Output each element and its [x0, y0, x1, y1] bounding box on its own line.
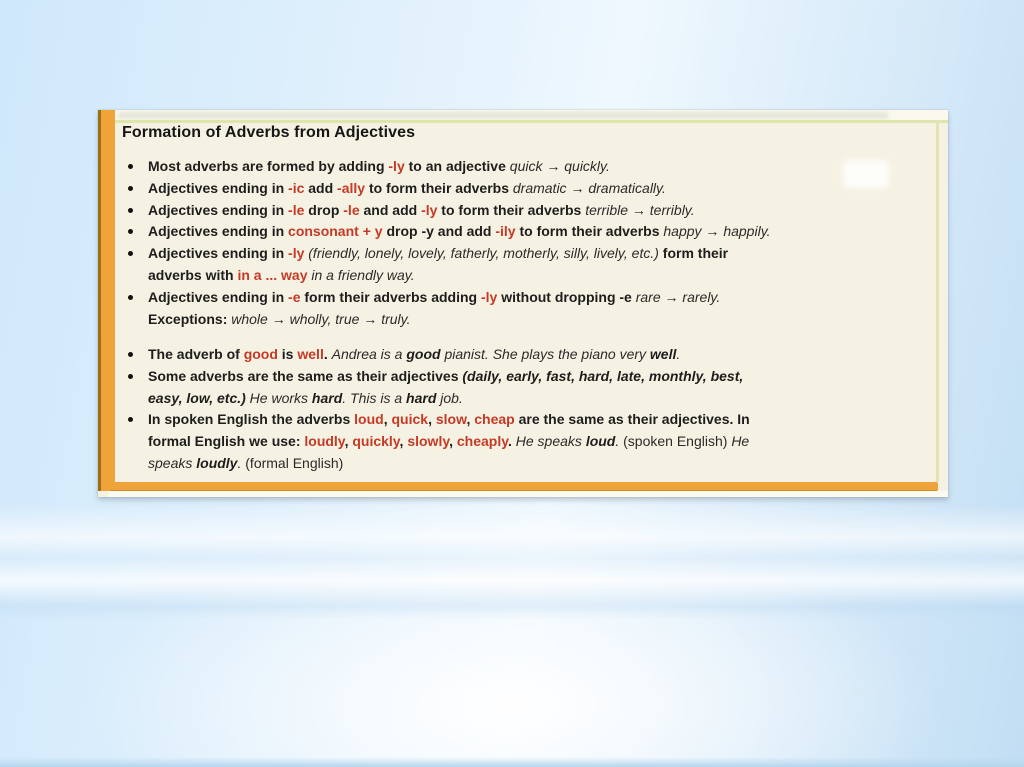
- bullet-item: [122, 366, 934, 410]
- text-segment: speaks: [148, 454, 197, 471]
- text-segment: -ly: [421, 201, 438, 218]
- text-segment: Exceptions:: [148, 310, 232, 327]
- bullet-dot: [128, 229, 133, 234]
- text-segment: ,: [449, 433, 457, 450]
- text-segment: .: [323, 346, 332, 362]
- text-segment: loud: [354, 411, 384, 428]
- text-segment: form their adverbs adding: [300, 288, 481, 305]
- bullet-item: [122, 243, 934, 287]
- text-segment: Adjectives ending in: [148, 179, 289, 196]
- text-segment: →: [701, 223, 724, 240]
- text-segment: hard: [406, 389, 437, 406]
- text-segment: -ly: [480, 288, 498, 305]
- text-segment: quick: [391, 411, 429, 428]
- text-segment: rarely.: [682, 288, 721, 305]
- text-segment: →: [267, 310, 290, 327]
- text-segment: add: [304, 179, 338, 196]
- text-segment: to form their adverbs: [365, 179, 513, 196]
- rules-group-special-cases: [122, 344, 934, 475]
- text-segment: slow: [435, 411, 467, 428]
- card-bottom-orange-bar: [110, 482, 938, 491]
- text-segment: terribly.: [649, 201, 695, 218]
- scanned-grammar-card: [98, 110, 948, 497]
- text-segment: happily.: [723, 223, 771, 240]
- text-segment: are the same as their adjectives. In: [514, 411, 750, 428]
- text-segment: drop: [304, 201, 344, 218]
- text-segment: loud: [585, 433, 616, 450]
- bullet-dot: [128, 295, 133, 300]
- text-segment: →: [660, 288, 683, 305]
- bullet-dot: [128, 208, 133, 213]
- text-segment: Some adverbs are the same as their adjectives: [148, 367, 463, 384]
- text-segment: good: [406, 346, 441, 362]
- text-segment: ,: [399, 433, 408, 450]
- bullet-dot: [128, 186, 133, 191]
- text-segment: Most adverbs are formed by adding: [148, 158, 389, 174]
- text-segment: whole: [231, 310, 268, 327]
- text-segment: ,: [383, 411, 392, 428]
- bullet-item: [122, 344, 934, 366]
- text-segment: rare: [635, 288, 661, 305]
- text-segment: Adjectives ending in: [148, 245, 289, 262]
- text-segment: In spoken English the adverbs: [148, 411, 355, 428]
- text-segment: -ly: [288, 245, 305, 262]
- text-segment: terrible: [585, 201, 629, 218]
- text-segment: -le: [343, 201, 360, 218]
- text-segment: -ic: [288, 179, 305, 196]
- bullet-dot: [128, 417, 133, 422]
- text-segment: (formal English): [245, 454, 344, 471]
- text-segment: slowly: [407, 433, 450, 450]
- text-segment: formal English we use:: [148, 433, 305, 450]
- text-segment: (spoken English): [623, 433, 732, 450]
- text-segment: cheaply: [456, 433, 508, 450]
- text-segment: .: [615, 433, 624, 450]
- text-segment: -e: [288, 288, 301, 305]
- bullet-dot: [128, 352, 133, 357]
- bullet-item: [122, 156, 934, 178]
- text-segment: to an adjective: [404, 158, 510, 174]
- text-segment: dramatic: [512, 179, 567, 196]
- text-segment: happy: [663, 223, 702, 240]
- bullet-dot: [128, 251, 133, 256]
- text-segment: →: [628, 201, 650, 218]
- text-segment: He works: [245, 389, 312, 406]
- text-segment: -ily: [495, 223, 516, 240]
- card-left-orange-bar: [98, 110, 115, 491]
- text-segment: adverbs with: [148, 266, 238, 283]
- text-segment: -ally: [337, 179, 366, 196]
- rules-group-formation: [122, 156, 934, 330]
- text-segment: quickly.: [564, 158, 610, 174]
- text-segment: cheap: [474, 411, 515, 428]
- text-segment: is: [277, 346, 298, 362]
- text-segment: →: [566, 179, 589, 196]
- text-segment: loudly: [196, 454, 238, 471]
- text-segment: good: [243, 346, 278, 362]
- text-segment: and add: [359, 201, 422, 218]
- text-segment: hard: [311, 389, 343, 406]
- text-segment: to form their adverbs: [515, 223, 664, 240]
- text-segment: (friendly, lonely, lovely, fatherly, motherly, silly, lively, etc.): [304, 245, 659, 262]
- text-segment: Adjectives ending in: [148, 288, 289, 305]
- text-segment: ,: [344, 433, 353, 450]
- scan-smudge-artifact: [118, 112, 888, 119]
- text-segment: -le: [288, 201, 305, 218]
- text-segment: loudly: [304, 433, 345, 450]
- bullet-item: [122, 200, 934, 222]
- card-right-rule-line: [936, 120, 939, 482]
- text-segment: ,: [466, 411, 475, 428]
- bullet-item: [122, 221, 934, 243]
- text-segment: Adjectives ending in: [148, 201, 289, 218]
- text-segment: drop -y and add: [382, 223, 496, 240]
- text-segment: dramatically.: [588, 179, 666, 196]
- text-segment: job.: [436, 389, 463, 406]
- text-segment: well: [649, 346, 677, 362]
- bullet-item: [122, 287, 934, 331]
- text-segment: ,: [428, 411, 436, 428]
- text-segment: without dropping -e: [497, 288, 636, 305]
- text-segment: quick: [509, 158, 543, 174]
- bullet-dot: [128, 374, 133, 379]
- text-segment: (daily, early, fast, hard, late, monthly, best,: [462, 367, 744, 384]
- text-segment: .: [237, 454, 246, 471]
- text-segment: in a friendly way.: [307, 266, 415, 283]
- text-segment: The adverb of: [148, 346, 244, 362]
- card-top-rule-line: [115, 120, 948, 123]
- text-segment: pianist. She plays the piano very: [440, 346, 650, 362]
- bullet-item: [122, 409, 934, 474]
- bullet-item: [122, 178, 934, 200]
- text-segment: He speaks: [515, 433, 586, 450]
- card-title: Formation of Adverbs from Adjectives: [122, 124, 416, 141]
- text-segment: Andrea is a: [331, 346, 407, 362]
- text-segment: in a ... way: [237, 266, 308, 283]
- text-segment: to form their adverbs: [437, 201, 586, 218]
- text-segment: well: [297, 346, 324, 362]
- text-segment: -ly: [388, 158, 405, 174]
- text-segment: .: [676, 346, 681, 362]
- text-segment: form their: [658, 245, 729, 262]
- text-segment: Adjectives ending in: [148, 223, 289, 240]
- text-segment: easy, low, etc.): [148, 389, 246, 406]
- text-segment: consonant + y: [288, 223, 383, 240]
- card-bottom-edge: [108, 491, 948, 497]
- text-segment: →: [359, 310, 382, 327]
- text-segment: quickly: [352, 433, 400, 450]
- text-segment: truly.: [381, 310, 411, 327]
- text-segment: He: [731, 433, 750, 450]
- text-segment: →: [542, 158, 565, 174]
- text-segment: .: [507, 433, 516, 450]
- text-segment: . This is a: [342, 389, 407, 406]
- bullet-dot: [128, 164, 133, 169]
- text-segment: wholly, true: [289, 310, 360, 327]
